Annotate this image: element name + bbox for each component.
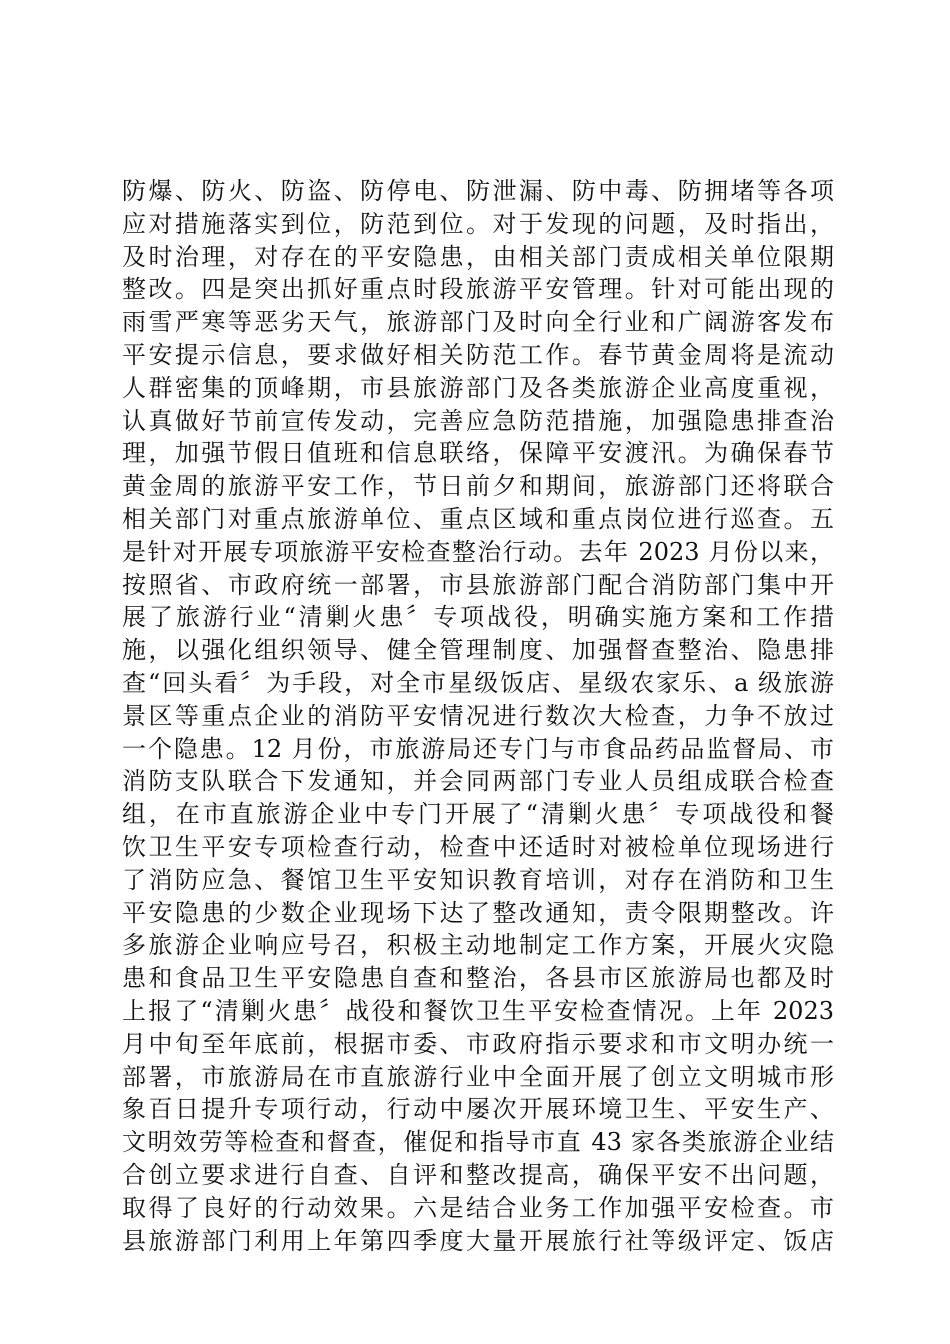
text-line: 了消防应急、餐馆卫生平安知识教育培训，对存在消防和卫生 xyxy=(122,865,834,894)
text-line: 取得了良好的行动效果。六是结合业务工作加强平安检查。市 xyxy=(122,1193,834,1222)
text-line: 月中旬至年底前，根据市委、市政府指示要求和市文明办统一 xyxy=(122,1029,834,1058)
text-line: 相关部门对重点旅游单位、重点区域和重点岗位进行巡查。五 xyxy=(122,504,834,533)
text-line: 查“回头看〞为手段，对全市星级饭店、星级农家乐、a 级旅游 xyxy=(122,668,834,697)
body-paragraph xyxy=(122,175,834,1257)
text-line: 是针对开展专项旅游平安检查整治行动。去年 2023 月份以来， xyxy=(122,537,834,566)
text-line: 文明效劳等检查和督查，催促和指导市直 43 家各类旅游企业结 xyxy=(122,1128,834,1157)
text-line: 一个隐患。12 月份，市旅游局还专门与市食品药品监督局、市 xyxy=(122,734,834,763)
text-line: 患和食品卫生平安隐患自查和整治，各县市区旅游局也都及时 xyxy=(122,964,834,993)
text-line: 组，在市直旅游企业中专门开展了“清剿火患〞专项战役和餐 xyxy=(122,800,834,829)
text-line: 理，加强节假日值班和信息联络，保障平安渡汛。为确保春节 xyxy=(122,439,834,468)
text-line: 平安隐患的少数企业现场下达了整改通知，责令限期整改。许 xyxy=(122,898,834,927)
text-line: 人群密集的顶峰期，市县旅游部门及各类旅游企业高度重视， xyxy=(122,373,834,402)
text-line: 消防支队联合下发通知，并会同两部门专业人员组成联合检查 xyxy=(122,767,834,796)
text-line: 及时治理，对存在的平安隐患，由相关部门责成相关单位限期 xyxy=(122,242,834,271)
text-line: 象百日提升专项行动，行动中屡次开展环境卫生、平安生产、 xyxy=(122,1095,834,1124)
text-line: 平安提示信息，要求做好相关防范工作。春节黄金周将是流动 xyxy=(122,340,834,369)
text-line: 合创立要求进行自查、自评和整改提高，确保平安不出问题， xyxy=(122,1160,834,1189)
text-line: 黄金周的旅游平安工作，节日前夕和期间，旅游部门还将联合 xyxy=(122,472,834,501)
text-line: 展了旅游行业“清剿火患〞专项战役，明确实施方案和工作措 xyxy=(122,603,834,632)
text-line: 上报了“清剿火患〞战役和餐饮卫生平安检查情况。上年 2023 xyxy=(122,996,834,1025)
text-line: 景区等重点企业的消防平安情况进行数次大检查，力争不放过 xyxy=(122,701,834,730)
text-line: 饮卫生平安专项检查行动，检查中还适时对被检单位现场进行 xyxy=(122,832,834,861)
text-line: 防爆、防火、防盗、防停电、防泄漏、防中毒、防拥堵等各项 xyxy=(122,177,834,205)
text-line: 认真做好节前宣传发动，完善应急防范措施，加强隐患排查治 xyxy=(122,406,834,435)
text-line: 多旅游企业响应号召，积极主动地制定工作方案，开展火灾隐 xyxy=(122,931,834,960)
text-line: 按照省、市政府统一部署，市县旅游部门配合消防部门集中开 xyxy=(122,570,834,599)
text-line: 部署，市旅游局在市直旅游行业中全面开展了创立文明城市形 xyxy=(122,1062,834,1091)
text-line: 整改。四是突出抓好重点时段旅游平安管理。针对可能出现的 xyxy=(122,275,834,304)
text-line: 雨雪严寒等恶劣天气，旅游部门及时向全行业和广阔游客发布 xyxy=(122,308,834,337)
text-line: 县旅游部门利用上年第四季度大量开展旅行社等级评定、饭店 xyxy=(122,1226,834,1255)
text-line: 应对措施落实到位，防范到位。对于发现的问题，及时指出， xyxy=(122,209,834,238)
text-line: 施，以强化组织领导、健全管理制度、加强督查整治、隐患排 xyxy=(122,636,834,665)
